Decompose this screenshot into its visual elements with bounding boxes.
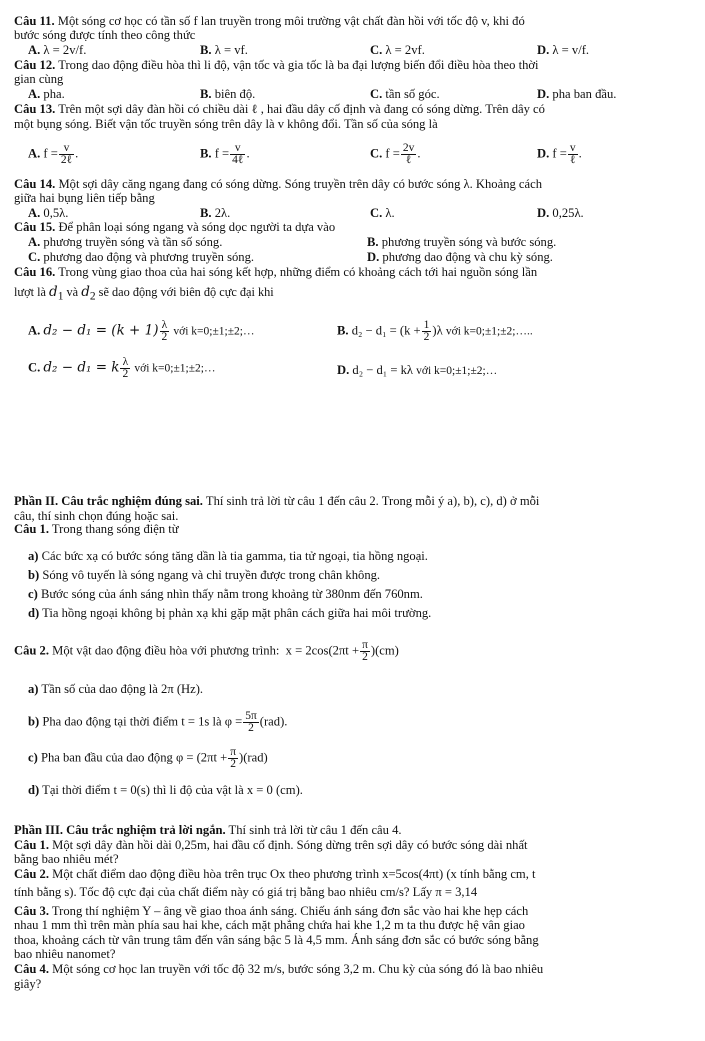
item-text: Pha ban đầu của dao động φ = (2πt + <box>37 750 228 765</box>
part2-text1: Thí sinh trả lời từ câu 1 đến câu 2. Trong mỗi ý a), b), c), d) ở mỗi <box>202 494 540 508</box>
part3-heading <box>14 823 697 837</box>
part3-q3-line1 <box>14 904 697 918</box>
option-text: λ = 2vf. <box>385 43 425 57</box>
option-math: d₂ − d₁ = (k + 1) <box>43 322 159 339</box>
q12-option-d <box>537 87 616 101</box>
equation: x = 2cos(2πt + <box>285 643 360 658</box>
option-label: C. <box>370 43 383 57</box>
d1-subscript: 1 <box>57 290 64 303</box>
q14-option-b <box>200 206 230 220</box>
q15-option-b <box>367 235 556 249</box>
option-label: C. <box>370 146 383 161</box>
option-label: B. <box>200 206 212 220</box>
q13-stem-line2: một bụng sóng. Biết vận tốc truyền sóng trên dây là v không đổi. Tần số của sóng là <box>14 117 438 131</box>
part2-q1-text: Trong thang sóng điện từ <box>49 522 179 536</box>
part3-q2-line1 <box>14 867 697 881</box>
option-text: phương dao động và phương truyền sóng. <box>43 250 255 264</box>
option-text: λ = 2v/f. <box>43 43 87 57</box>
punctuation: . <box>75 146 79 161</box>
q16-text1: Trong vùng giao thoa của hai sóng kết hợp, những điểm có khoảng cách tới hai nguồn sóng lần <box>55 265 538 279</box>
option-label: A. <box>28 43 41 57</box>
q14-stem-line2: giữa hai bụng liên tiếp bằng <box>14 191 155 205</box>
option-text: f = <box>214 146 230 161</box>
q15-label: Câu 15. <box>14 220 56 234</box>
fraction <box>568 143 578 166</box>
numerator: λ <box>160 320 170 332</box>
option-text: f = <box>552 146 567 161</box>
part2-q2-text: Một vật dao động điều hòa với phương trình: <box>49 643 280 658</box>
part3-q1-label: Câu 1. <box>14 838 49 852</box>
q14-option-a <box>28 206 68 220</box>
part2-q2-item-b <box>28 711 697 734</box>
item-text: Pha dao động tại thời điểm t = 1s là φ = <box>39 714 243 729</box>
part2-q2-item-c <box>28 747 697 770</box>
part2-title: Phần II. Câu trắc nghiệm đúng sai. <box>14 494 203 508</box>
part3-text1: Thí sinh trả lời từ câu 1 đến câu 4. <box>225 823 402 837</box>
part3-q2-line2: tính bằng s). Tốc độ cực đại của chất điểm này có giá trị bằng bao nhiêu cm/s? Lấy π = 3,14 <box>14 885 478 899</box>
numerator: 2v <box>402 142 415 154</box>
q11-option-d <box>537 43 589 57</box>
q14-label: Câu 14. <box>14 177 56 191</box>
q16-text2a: lượt là <box>14 285 50 299</box>
q16-option-b <box>337 320 533 343</box>
option-text: phương truyền sóng và tần số sóng. <box>43 235 223 249</box>
q16-text2b: và <box>63 285 82 299</box>
part2-q2-item-d <box>28 783 697 797</box>
option-label: A. <box>28 146 41 161</box>
item-text: Tại thời điểm t = 0(s) thì li độ của vật là x = 0 (cm). <box>39 783 303 797</box>
q14-text1: Một sợi dây căng ngang đang có sóng dừng. Sóng truyền trên dây có bước sóng λ. Khoảng cách <box>55 177 543 191</box>
item-label: c) <box>28 750 38 765</box>
option-label: D. <box>337 363 350 377</box>
option-text: 2λ. <box>214 206 231 220</box>
q14-option-c <box>370 206 395 220</box>
part2-q1-item-c <box>28 587 697 601</box>
fraction <box>243 711 259 734</box>
q13-option-b <box>200 143 250 166</box>
part3-q1-line1 <box>14 838 697 852</box>
q15-option-a <box>28 235 222 249</box>
part2-q1-item-b <box>28 568 697 582</box>
denominator: ℓ <box>405 154 412 166</box>
d1-symbol: d <box>49 284 58 300</box>
part3-q4-line2: giây? <box>14 977 42 991</box>
denominator: 2 <box>161 331 168 343</box>
denominator: 2ℓ <box>60 154 73 166</box>
q16-stem-line2 <box>14 285 697 303</box>
fraction <box>230 143 245 166</box>
q15-text1: Để phân loại sóng ngang và sóng dọc người ta dựa vào <box>55 220 336 234</box>
q12-label: Câu 12. <box>14 58 56 72</box>
option-label: B. <box>200 146 212 161</box>
part3-q2-label: Câu 2. <box>14 867 49 881</box>
option-label: D. <box>537 43 550 57</box>
punctuation: . <box>246 146 250 161</box>
part2-q1-stem <box>14 522 697 536</box>
fraction <box>120 357 130 380</box>
option-label: A. <box>28 206 41 220</box>
item-text: Các bức xạ có bước sóng tăng dần là tia gamma, tia tử ngoại, tia hồng ngoại. <box>38 549 428 563</box>
option-label: B. <box>367 235 379 249</box>
denominator: 4ℓ <box>232 154 244 166</box>
q16-text2c: sẽ dao động với biên độ cực đại khi <box>95 285 274 299</box>
option-condition: với k=0;±1;±2;… <box>416 365 498 377</box>
q15-stem-line1 <box>14 220 697 234</box>
option-text: phương truyền sóng và bước sóng. <box>381 235 557 249</box>
q11-stem-line2: bước sóng được tính theo công thức <box>14 28 196 42</box>
option-condition: với k=0;±1;±2;… <box>173 325 255 338</box>
q13-option-d <box>537 143 582 166</box>
q11-option-a <box>28 43 86 57</box>
option-label: A. <box>28 235 41 249</box>
option-text: λ = v/f. <box>552 43 590 57</box>
option-condition: với k=0;±1;±2;….. <box>445 325 533 338</box>
equation: )(cm) <box>370 643 399 658</box>
part3-q3-text: Trong thí nghiệm Y – âng về giao thoa ánh sáng. Chiếu ánh sáng đơn sắc vào hai khe hẹp cách <box>49 904 529 918</box>
q11-option-b <box>200 43 248 57</box>
option-label: A. <box>28 323 41 338</box>
option-text: pha. <box>43 87 65 101</box>
fraction <box>228 747 238 770</box>
part3-q3-line3: thoa, khoảng cách từ vân trung tâm đến vân sáng bậc 5 là 4,5 mm. Ánh sáng đơn sắc có bước sóng bằng <box>14 933 539 947</box>
q12-option-b <box>200 87 255 101</box>
option-text: λ. <box>385 206 395 220</box>
q16-option-c <box>28 357 216 380</box>
q13-text1: Trên một sợi dây đàn hồi có chiều dài ℓ , hai đầu dây cố định và đang có sóng dừng. Trên dây có <box>55 102 545 116</box>
option-text: pha ban đầu. <box>552 87 617 101</box>
option-text: phương dao động và chu kỳ sóng. <box>382 250 553 264</box>
option-math: d₂ − d₁ = (k + <box>351 323 421 338</box>
part3-q2-text: Một chất điểm dao động điều hòa trên trục Ox theo phương trình x=5cos(4πt) (x tính bằng cm, t <box>49 867 536 881</box>
q15-option-d <box>367 250 553 264</box>
q13-stem-line1 <box>14 102 697 116</box>
part2-heading-line2: câu, thí sinh chọn đúng hoặc sai. <box>14 509 179 523</box>
option-label: D. <box>537 206 550 220</box>
q16-option-d <box>337 363 497 378</box>
part2-q1-label: Câu 1. <box>14 522 49 536</box>
q14-option-d <box>537 206 584 220</box>
option-label: A. <box>28 87 41 101</box>
option-text: f = <box>385 146 400 161</box>
numerator: v <box>569 142 576 154</box>
q12-stem-line2: gian cùng <box>14 72 64 86</box>
item-label: a) <box>28 682 39 696</box>
item-text: Bước sóng của ánh sáng nhìn thấy nằm trong khoảng từ 380nm đến 760nm. <box>37 587 423 601</box>
option-label: C. <box>370 206 383 220</box>
item-label: d) <box>28 783 40 797</box>
part3-q3-line2: nhau 1 mm thì trên màn phía sau hai khe, cách mặt phẳng chứa hai khe 1,2 m ta thu được hệ vân giao <box>14 918 525 932</box>
q16-label: Câu 16. <box>14 265 56 279</box>
punctuation: . <box>417 146 421 161</box>
part3-q4-label: Câu 4. <box>14 962 49 976</box>
numerator: v <box>59 143 74 155</box>
q12-option-a <box>28 87 65 101</box>
q15-option-c <box>28 250 254 264</box>
item-text: Tần số của dao động là 2π (Hz). <box>38 682 204 696</box>
option-text: 0,5λ. <box>43 206 69 220</box>
fraction <box>59 143 74 166</box>
q14-stem-line1 <box>14 177 697 191</box>
q12-option-c <box>370 87 440 101</box>
option-label: C. <box>28 360 41 375</box>
option-label: D. <box>537 146 550 161</box>
fraction <box>360 640 370 663</box>
part2-q2-stem <box>14 640 697 663</box>
option-text: λ = vf. <box>214 43 248 57</box>
part2-heading-line1 <box>14 494 697 508</box>
fraction <box>401 143 417 166</box>
option-math: )λ <box>432 323 443 338</box>
d2-symbol: d <box>81 284 90 300</box>
part3-q1-line2: bằng bao nhiêu mét? <box>14 852 119 866</box>
item-text: Sóng vô tuyến là sóng ngang và chỉ truyền được trong chân không. <box>39 568 381 582</box>
option-label: D. <box>367 250 380 264</box>
part3-q3-label: Câu 3. <box>14 904 49 918</box>
option-label: C. <box>28 250 41 264</box>
q11-label: Câu 11. <box>14 14 55 28</box>
option-text: tần số góc. <box>385 87 440 101</box>
option-math: d₂ − d₁ = k <box>43 359 120 376</box>
part2-q2-item-a <box>28 682 697 696</box>
item-text: )(rad) <box>239 750 268 765</box>
q16-option-a <box>28 320 255 343</box>
denominator: 2 <box>362 651 368 663</box>
item-text: Tia hồng ngoại không bị phản xạ khi gặp mặt phân cách giữa hai môi trường. <box>39 606 432 620</box>
numerator: π <box>362 639 368 651</box>
item-label: b) <box>28 714 40 729</box>
q11-stem-line1 <box>14 14 697 28</box>
part3-q3-line4: bao nhiêu nanomet? <box>14 947 116 961</box>
item-label: c) <box>28 587 38 601</box>
item-label: d) <box>28 606 40 620</box>
denominator: 2 <box>423 331 430 343</box>
option-label: D. <box>537 87 550 101</box>
option-text: f = <box>43 146 58 161</box>
fraction <box>160 320 170 343</box>
numerator: 1 <box>423 319 430 331</box>
option-math: d₂ − d₁ = kλ <box>352 363 413 377</box>
part3-q4-line1 <box>14 962 697 976</box>
option-text: biên độ. <box>214 87 256 101</box>
part3-q4-text: Một sóng cơ học lan truyền với tốc độ 32 m/s, bước sóng 3,2 m. Chu kỳ của sóng đó là bao nhiêu <box>49 962 544 976</box>
part2-q2-label: Câu 2. <box>14 643 49 658</box>
part2-q1-item-d <box>28 606 697 620</box>
part2-q1-item-a <box>28 549 697 563</box>
denominator: ℓ <box>569 154 576 166</box>
option-text: 0,25λ. <box>552 206 584 220</box>
option-label: B. <box>200 43 212 57</box>
q13-option-a <box>28 143 78 166</box>
option-label: B. <box>337 323 349 338</box>
q11-text1: Một sóng cơ học có tần số f lan truyền trong môi trường vật chất đàn hồi với tốc độ v, khi đó <box>54 14 525 28</box>
item-label: b) <box>28 568 40 582</box>
q13-label: Câu 13. <box>14 102 56 116</box>
numerator: λ <box>120 357 130 369</box>
q16-stem-line1 <box>14 265 697 279</box>
denominator: 2 <box>230 758 236 770</box>
d2-subscript: 2 <box>89 290 96 303</box>
item-text: (rad). <box>259 714 288 729</box>
punctuation: . <box>578 146 582 161</box>
option-label: C. <box>370 87 383 101</box>
item-label: a) <box>28 549 39 563</box>
denominator: 2 <box>122 368 129 380</box>
part3-title: Phần III. Câu trắc nghiệm trả lời ngắn. <box>14 823 226 837</box>
q12-text1: Trong dao động điều hòa thì li độ, vận tốc và gia tốc là ba đại lượng biến đổi điều hòa theo thời <box>55 58 539 72</box>
denominator: 2 <box>248 722 254 734</box>
numerator: v <box>230 143 245 155</box>
option-label: B. <box>200 87 212 101</box>
numerator: π <box>230 746 237 758</box>
fraction <box>422 320 432 343</box>
numerator: 5π <box>245 710 257 722</box>
q11-option-c <box>370 43 425 57</box>
q13-option-c <box>370 143 421 166</box>
option-condition: với k=0;±1;±2;… <box>134 362 216 375</box>
part3-q1-text: Một sợi dây đàn hồi dài 0,25m, hai đầu cố định. Sóng dừng trên sợi dây có bước sóng dài nhất <box>49 838 528 852</box>
q12-stem-line1 <box>14 58 697 72</box>
